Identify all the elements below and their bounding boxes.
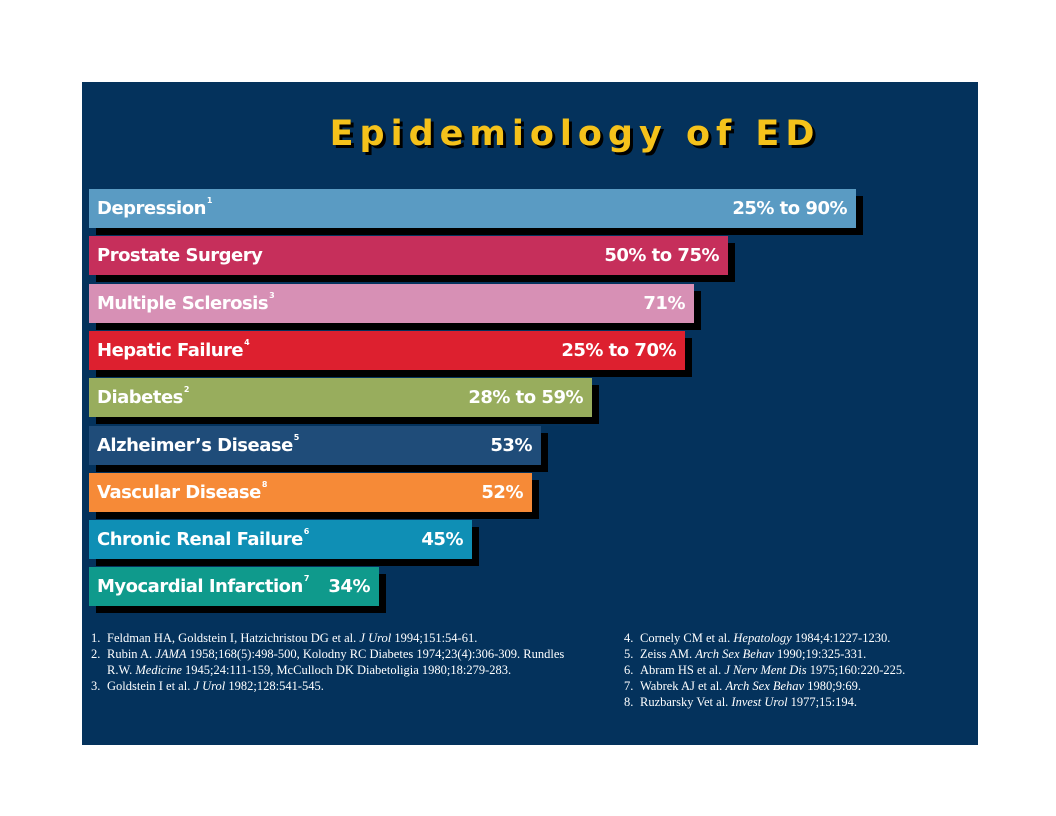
reference-superscript: 2 bbox=[183, 385, 189, 394]
reference-text: Goldstein I et al. J Urol 1982;128:541-545. bbox=[107, 679, 324, 693]
bar-chart bbox=[82, 82, 978, 622]
bar-value-label: 53% bbox=[490, 435, 532, 456]
bar-value-label: 28% to 59% bbox=[468, 387, 583, 408]
reference-number: 3. bbox=[91, 679, 101, 693]
reference-item bbox=[624, 646, 974, 662]
bar-value-label: 45% bbox=[421, 529, 463, 550]
reference-number: 7. bbox=[624, 679, 634, 693]
reference-superscript: 3 bbox=[269, 291, 275, 300]
reference-superscript: 8 bbox=[261, 480, 267, 489]
bar-value-label: 71% bbox=[643, 293, 685, 314]
reference-number: 6. bbox=[624, 663, 634, 677]
bar bbox=[89, 331, 685, 370]
bar-label: Chronic Renal Failure$^6$ bbox=[97, 527, 309, 550]
references-left-column bbox=[91, 630, 591, 694]
reference-text: Cornely CM et al. Hepatology 1984;4:1227-1230. bbox=[640, 631, 891, 645]
reference-text: Abram HS et al. J Nerv Ment Dis 1975;160:220-225. bbox=[640, 663, 906, 677]
bar-value-label: 34% bbox=[328, 576, 370, 597]
reference-item bbox=[91, 678, 591, 694]
bar-label: Multiple Sclerosis$^3$ bbox=[97, 291, 275, 314]
reference-text: Zeiss AM. Arch Sex Behav 1990;19:325-331. bbox=[640, 647, 867, 661]
bar-label: Depression$^1$ bbox=[97, 196, 212, 219]
reference-item bbox=[624, 630, 974, 646]
bar bbox=[89, 426, 541, 465]
bar-label: Hepatic Failure$^4$ bbox=[97, 338, 250, 361]
reference-item bbox=[624, 662, 974, 678]
reference-number: 2. bbox=[91, 647, 101, 661]
slide bbox=[82, 82, 978, 745]
reference-superscript: 5 bbox=[293, 433, 299, 442]
bar-label: Prostate Surgery bbox=[97, 245, 263, 266]
reference-superscript: 7 bbox=[303, 574, 309, 583]
reference-item bbox=[91, 630, 591, 646]
chart-title: Epidemiology of ED bbox=[329, 114, 821, 154]
reference-text: Feldman HA, Goldstein I, Hatzichristou DG et al. J Urol 1994;151:54-61. bbox=[107, 631, 478, 645]
bar-value-label: 52% bbox=[481, 482, 523, 503]
bar-label: Vascular Disease$^8$ bbox=[97, 480, 267, 503]
bar-value-label: 25% to 70% bbox=[561, 340, 676, 361]
bar bbox=[89, 473, 532, 512]
reference-number: 5. bbox=[624, 647, 634, 661]
bar bbox=[89, 236, 728, 275]
reference-text: Rubin A. JAMA 1958;168(5):498-500, Kolodny RC Diabetes 1974;23(4):306-309. Rundles R.W. Medicine 1945;24:111-159, McCulloch DK Diabetoligia 1980;18:279-283. bbox=[107, 647, 565, 677]
reference-text: Wabrek AJ et al. Arch Sex Behav 1980;9:69. bbox=[640, 679, 862, 693]
bar-label: Myocardial Infarction$^7$ bbox=[97, 574, 309, 597]
bar-value-label: 25% to 90% bbox=[732, 198, 847, 219]
bar-value-label: 50% to 75% bbox=[604, 245, 719, 266]
reference-number: 1. bbox=[91, 631, 101, 645]
bar-label: Diabetes$^2$ bbox=[97, 385, 189, 408]
reference-number: 4. bbox=[624, 631, 634, 645]
reference-number: 8. bbox=[624, 695, 634, 709]
reference-superscript: 6 bbox=[303, 527, 309, 536]
reference-item bbox=[624, 694, 974, 710]
reference-superscript: 4 bbox=[244, 338, 250, 347]
reference-item bbox=[624, 678, 974, 694]
bar bbox=[89, 189, 856, 228]
bar-label: Alzheimer’s Disease$^5$ bbox=[97, 433, 299, 456]
references-right-column bbox=[624, 630, 974, 710]
bar bbox=[89, 378, 592, 417]
bar bbox=[89, 520, 472, 559]
reference-item bbox=[91, 646, 591, 678]
bar bbox=[89, 284, 694, 323]
reference-text: Ruzbarsky Vet al. Invest Urol 1977;15:194. bbox=[640, 695, 857, 709]
bar bbox=[89, 567, 379, 606]
reference-superscript: 1 bbox=[206, 196, 212, 205]
